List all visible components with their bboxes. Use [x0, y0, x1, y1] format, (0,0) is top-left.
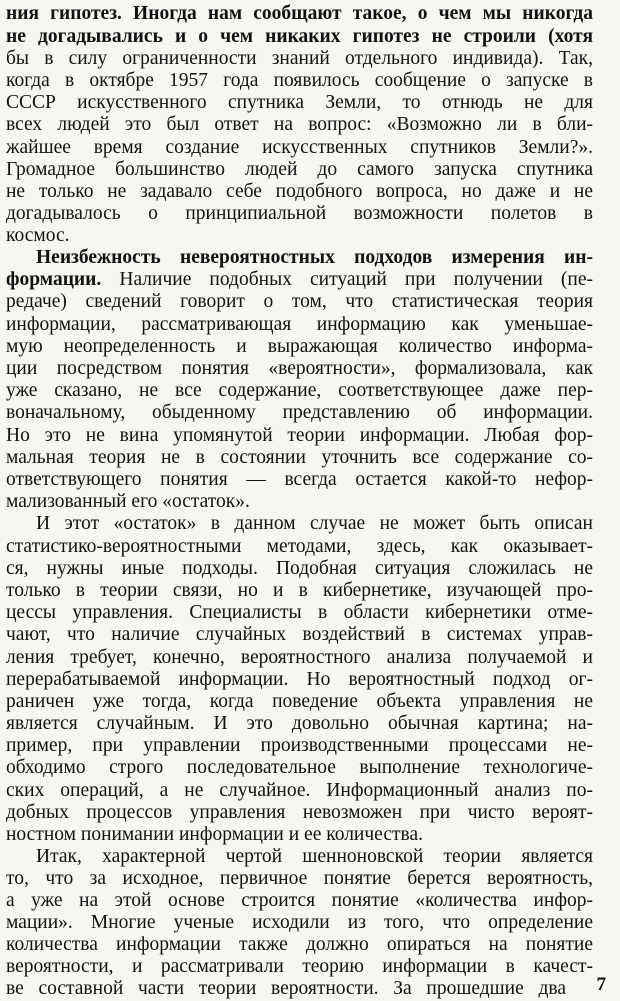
text-line: не только не задавало себе подобного вопроса, но даже и не: [6, 181, 593, 202]
text-line: информации, рассматривающая информацию как уменьшае-: [6, 314, 593, 335]
section-heading-text: формации.: [6, 269, 102, 290]
text-line: И этот «остаток» в данном случае не может быть описан: [36, 513, 593, 534]
text-line: вероятности, и рассматривали теорию информации в качест-: [6, 956, 593, 977]
text-line: ния гипотез. Иногда нам сообщают такое, о чем мы никогда: [6, 3, 593, 24]
text-line: догадывалось о принципиальной возможности полетов в: [6, 203, 593, 224]
text-line: ления требует, конечно, вероятностного анализа получаемой и: [6, 647, 593, 668]
text-line: не догадывались и о чем никаких гипотез не строили (хотя: [6, 26, 593, 47]
text-line: жайшее время создание искусственных спутников Земли?».: [6, 137, 593, 158]
text-line: СССР искусственного спутника Земли, то отнюдь не для: [6, 92, 593, 113]
text-line: ностном понимании информации и ее количества.: [6, 824, 423, 845]
text-line: мализованный его «остаток».: [6, 491, 250, 512]
text-line: бы в силу ограниченности знаний отдельного индивида). Так,: [6, 48, 593, 69]
page-number: 7: [596, 974, 606, 995]
text-line: а уже на этой основе строится понятие «количества инфор-: [6, 890, 593, 911]
text-line: Но это не вина упомянутой теории информации. Любая фор-: [6, 425, 593, 446]
text-line: ся, нужны иные подходы. Подобная ситуация сложилась не: [6, 558, 593, 579]
text-line: уже сказано, не все содержание, соответствующее даже пер-: [6, 380, 593, 401]
section-heading: [36, 246, 593, 270]
text-line: воначальному, обыденному представлению об информации.: [6, 402, 593, 423]
text-line: обходимо строго последовательное выполнение технологиче-: [6, 757, 593, 778]
text-line: количества информации также должно опираться на понятие: [6, 934, 593, 955]
text-line: космос.: [6, 225, 70, 246]
text-line: раничен уже тогда, когда поведение объекта управления не: [6, 691, 593, 712]
text-line: ции посредством понятия «вероятности», формализовала, как: [6, 358, 593, 379]
text-line: мации». Многие ученые исходили из того, что определение: [6, 912, 593, 933]
text-line: когда в октябре 1957 года появилось сообщение о запуске в: [6, 70, 593, 91]
text-line: ве составной части теории вероятности. За прошедшие два: [6, 978, 566, 999]
section-heading-text: Неизбежность невероятностных подходов измерения ин-: [36, 247, 593, 268]
text-line: чают, что наличие случайных воздействий в системах управ-: [6, 624, 593, 645]
text-line: перерабатываемой информации. Но вероятностный подход ог-: [6, 669, 593, 690]
text-line: Итак, характерной чертой шенноновской теории является: [36, 846, 593, 867]
text-line: Громадное большинство людей до самого запуска спутника: [6, 159, 593, 180]
text-run: Наличие подобных ситуаций при получении (пе-: [101, 269, 593, 290]
text-line: пример, при управлении производственными процессами не-: [6, 735, 593, 756]
text-line: всех людей это был ответ на вопрос: «Возможно ли в бли-: [6, 114, 593, 135]
text-line: только в теории связи, но и в кибернетике, изучающей про-: [6, 580, 593, 601]
text-line: является случайным. И это довольно обычная картина; на-: [6, 713, 593, 734]
text-line: мальная теория не в состоянии уточнить все содержание со-: [6, 447, 593, 468]
text-line: статистико-вероятностными методами, здесь, как оказывает-: [6, 536, 593, 557]
text-line: редаче) сведений говорит о том, что статистическая теория: [6, 291, 593, 312]
text-line: цессы управления. Специалисты в области кибернетики отме-: [6, 602, 593, 623]
text-line: то, что за исходное, первичное понятие берется вероятность,: [6, 868, 593, 889]
text-line: ских операций, а не случайное. Информационный анализ по-: [6, 780, 593, 801]
text-line: [6, 268, 593, 292]
text-line: мую неопределенность и выражающая количество информа-: [6, 336, 593, 357]
text-line: ответствующего понятия — всегда остается какой-то нефор-: [6, 469, 593, 490]
text-line: добных процессов управления невозможен при чисто вероят-: [6, 802, 593, 823]
